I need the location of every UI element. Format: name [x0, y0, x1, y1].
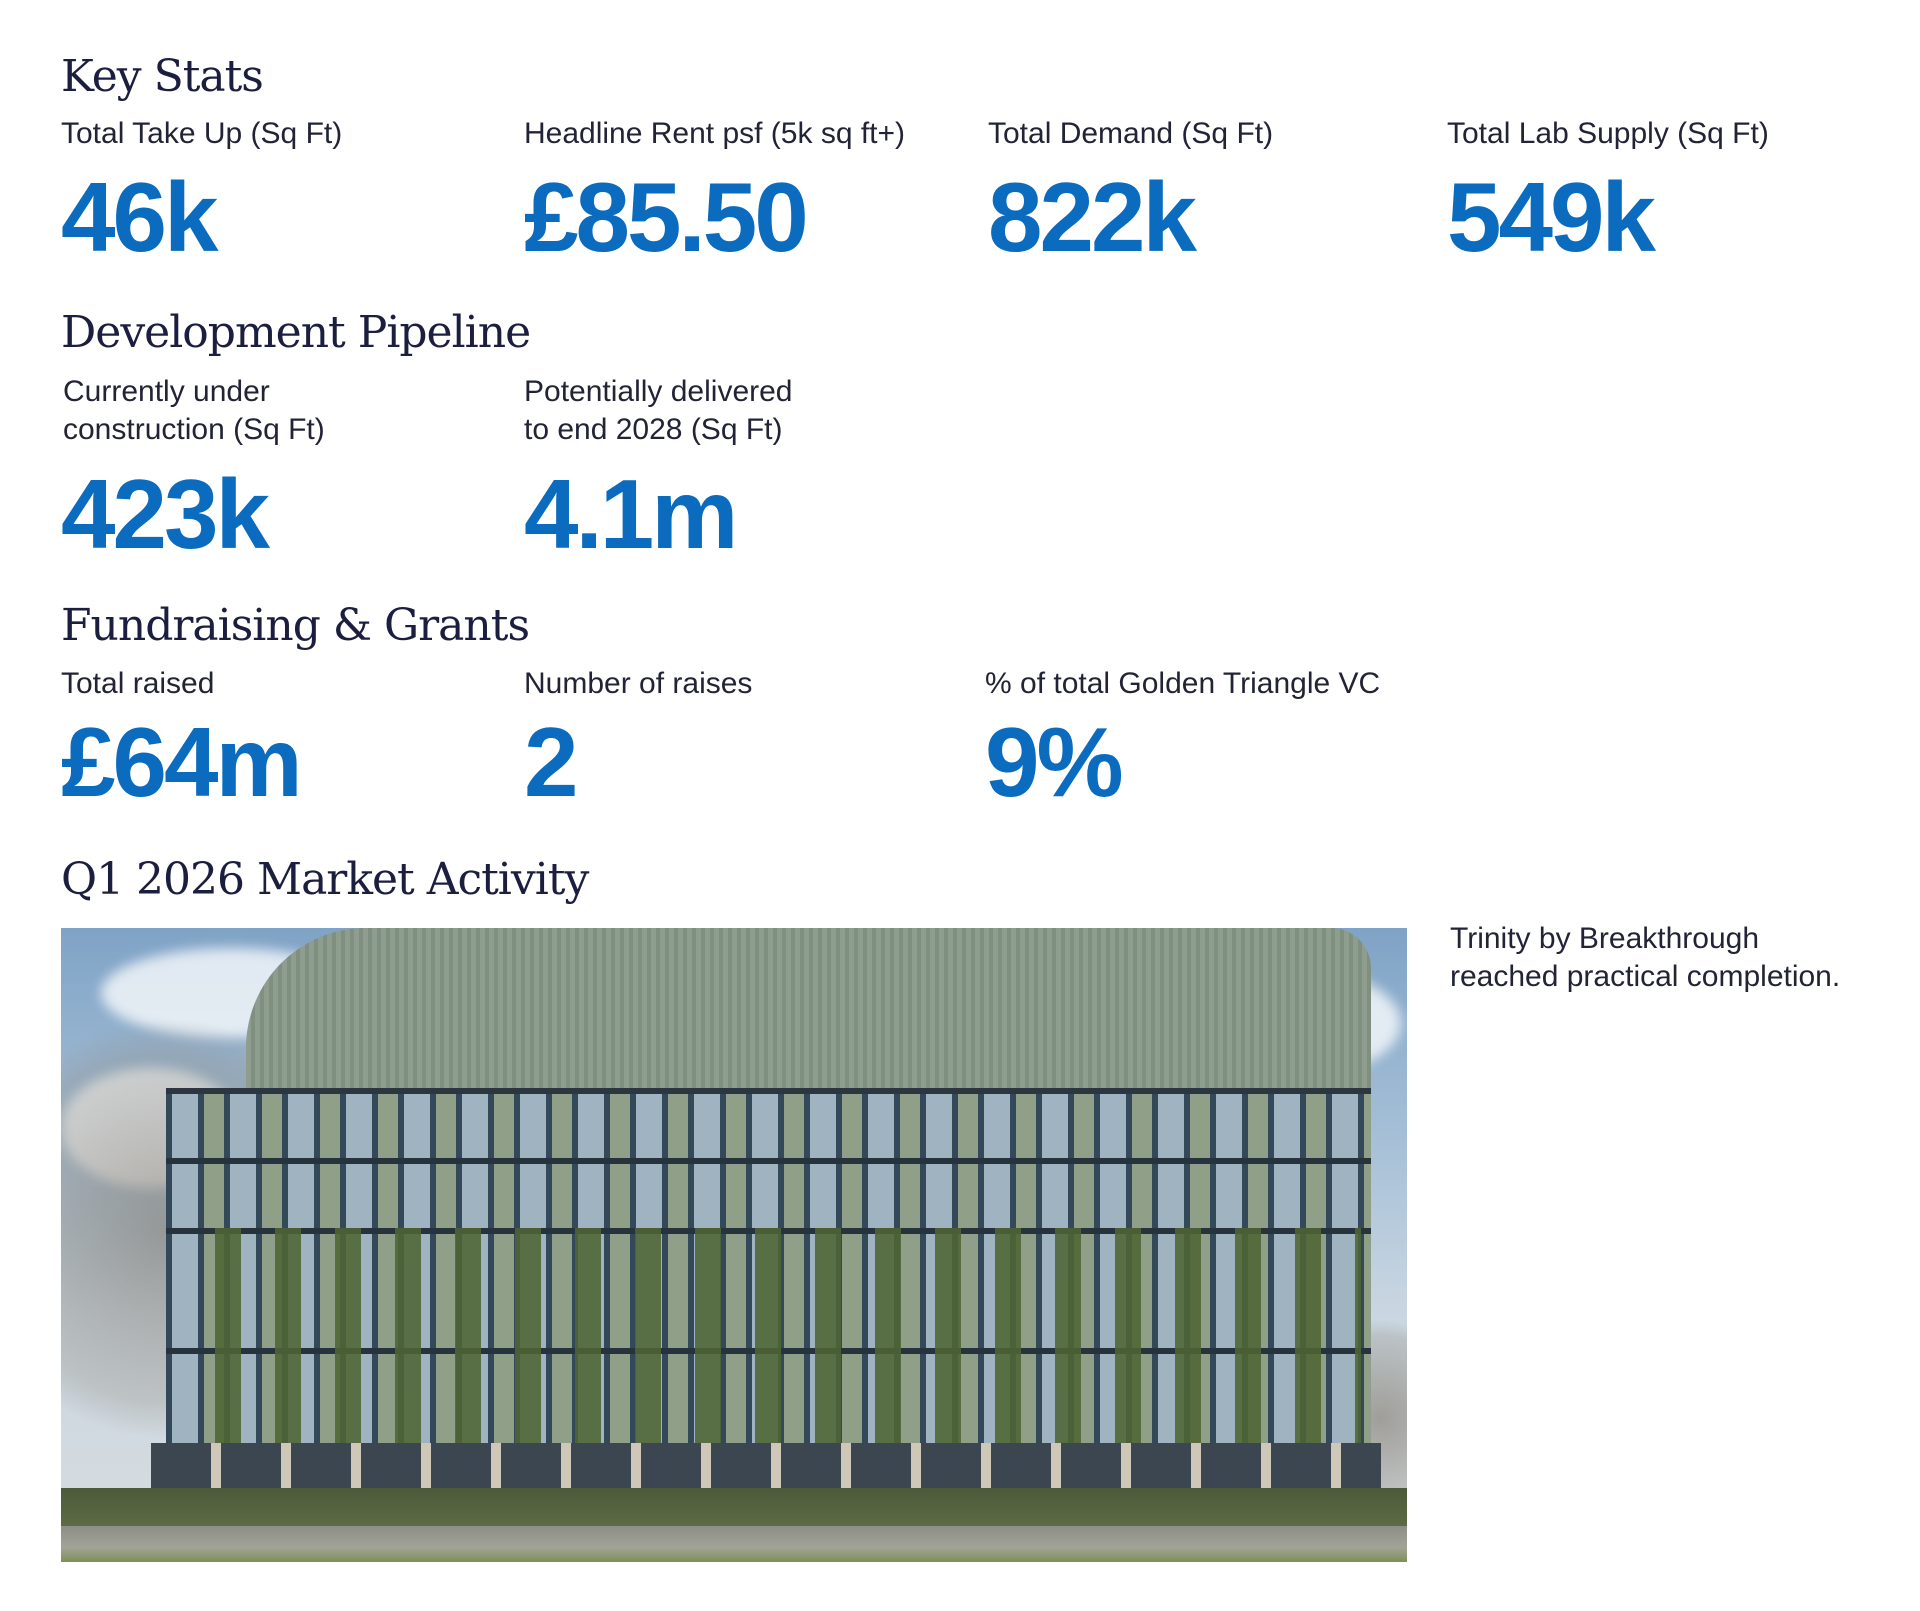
golden-triangle-vc-label: % of total Golden Triangle VC [985, 667, 1381, 700]
total-demand-value: 822k [988, 162, 1195, 272]
development-pipeline-heading: Development Pipeline [61, 307, 531, 358]
under-construction-label: Currently under construction (Sq Ft) [63, 375, 325, 446]
potentially-delivered-label: Potentially delivered to end 2028 (Sq Ft) [524, 375, 793, 446]
headline-rent-value: £85.50 [524, 162, 806, 272]
market-activity-heading: Q1 2026 Market Activity [61, 854, 589, 905]
total-lab-supply-label: Total Lab Supply (Sq Ft) [1447, 117, 1769, 150]
total-demand-label: Total Demand (Sq Ft) [988, 117, 1274, 150]
total-take-up-label: Total Take Up (Sq Ft) [61, 117, 343, 150]
key-stats-heading: Key Stats [61, 51, 263, 102]
number-of-raises-value: 2 [524, 707, 576, 817]
total-raised-label: Total raised [61, 667, 215, 700]
number-of-raises-label: Number of raises [524, 667, 753, 700]
building-photo [61, 928, 1407, 1562]
total-take-up-value: 46k [61, 162, 216, 272]
fundraising-heading: Fundraising & Grants [61, 600, 530, 651]
total-raised-value: £64m [61, 707, 300, 817]
headline-rent-label: Headline Rent psf (5k sq ft+) [524, 117, 906, 150]
potentially-delivered-value: 4.1m [524, 459, 736, 569]
golden-triangle-vc-value: 9% [985, 707, 1121, 817]
market-activity-caption: Trinity by Breakthrough reached practical completion. [1450, 922, 1841, 993]
under-construction-value: 423k [61, 459, 268, 569]
total-lab-supply-value: 549k [1447, 162, 1654, 272]
